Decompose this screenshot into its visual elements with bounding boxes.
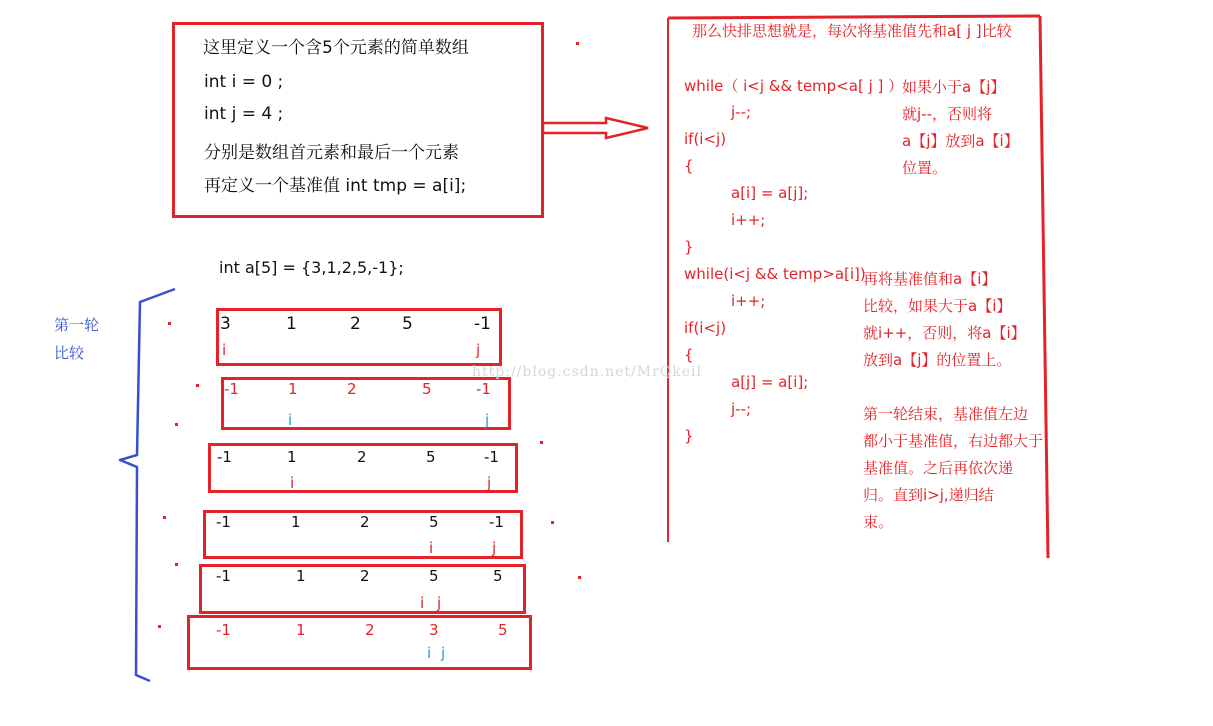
array-value: 2 — [357, 448, 367, 466]
array-value: 1 — [286, 314, 297, 334]
array-value: 1 — [287, 448, 297, 466]
intro-line-5: 再定义一个基准值 int tmp = a[i]; — [204, 176, 467, 196]
right-arrow-icon — [540, 115, 655, 145]
round-label-line-2: 比较 — [54, 344, 85, 362]
intro-line-2: int i = 0 ; — [204, 72, 284, 92]
stray-dot — [540, 441, 543, 444]
stray-dot — [551, 521, 554, 524]
array-value: -1 — [217, 448, 232, 466]
note-compare-i: 再将基准值和a【i】 比较，如果大于a【i】 就i++，否则，将a【i】 放到a【j】的位置上。 — [863, 270, 1026, 369]
array-value: -1 — [476, 380, 491, 398]
array-value: 2 — [360, 513, 370, 531]
code-line-14: } — [684, 427, 694, 445]
code-line-6: i++; — [731, 211, 766, 229]
stray-dot — [163, 516, 166, 519]
code-line-11: { — [684, 346, 694, 364]
array-row-box — [221, 377, 511, 430]
stray-dot — [175, 563, 178, 566]
array-value: -1 — [489, 513, 504, 531]
array-value: 5 — [426, 448, 436, 466]
curly-brace-icon — [110, 285, 180, 685]
pointer-j: j — [437, 594, 442, 612]
stray-dot — [175, 423, 178, 426]
pointer-j: j — [441, 644, 446, 662]
round-label-line-1: 第一轮 — [54, 316, 100, 334]
code-line-10: if(i<j) — [684, 319, 727, 337]
code-line-4: { — [684, 157, 694, 175]
array-declaration: int a[5] = {3,1,2,5,-1}; — [219, 258, 404, 277]
array-value: -1 — [224, 380, 239, 398]
code-line-5: a[i] = a[j]; — [731, 184, 809, 202]
array-value: 3 — [429, 621, 439, 639]
code-line-1: while（ i<j && temp<a[ j ] ） — [684, 77, 904, 95]
pointer-j: j — [487, 474, 492, 492]
array-value: 1 — [296, 567, 306, 585]
array-value: 2 — [350, 314, 361, 334]
array-value: -1 — [216, 513, 231, 531]
intro-line-1: 这里定义一个含5个元素的简单数组 — [203, 38, 469, 58]
pointer-j: j — [485, 411, 490, 429]
code-line-8: while(i<j && temp>a[i]) — [684, 265, 866, 283]
array-value: 2 — [360, 567, 370, 585]
watermark: http://blog.csdn.net/MrQkeil — [472, 364, 702, 380]
code-line-3: if(i<j) — [684, 130, 727, 148]
array-row-box — [187, 615, 532, 670]
intro-line-4: 分别是数组首元素和最后一个元素 — [204, 143, 459, 163]
code-line-9: i++; — [731, 292, 766, 310]
array-value: 1 — [288, 380, 298, 398]
array-value: 5 — [493, 567, 503, 585]
code-line-13: j--; — [731, 400, 752, 418]
array-value: 5 — [429, 567, 439, 585]
pointer-i: i — [288, 411, 293, 429]
array-value: 1 — [291, 513, 301, 531]
pointer-i: i — [420, 594, 425, 612]
array-value: 2 — [347, 380, 357, 398]
array-value: -1 — [216, 621, 231, 639]
right-header: 那么快排思想就是，每次将基准值先和a[ j ]比较 — [692, 22, 1012, 40]
note-round-end: 第一轮结束，基准值左边 都小于基准值，右边都大于 基准值。之后再依次递 归。直到i>j,递归结 束。 — [863, 405, 1044, 531]
code-line-12: a[j] = a[i]; — [731, 373, 809, 391]
array-value: 5 — [402, 314, 413, 334]
pointer-i: i — [429, 539, 434, 557]
pointer-i: i — [427, 644, 432, 662]
stray-dot — [196, 384, 199, 387]
pointer-i: i — [222, 341, 227, 359]
array-value: 5 — [429, 513, 439, 531]
stray-dot — [578, 576, 581, 579]
stray-dot — [576, 42, 579, 45]
array-value: 3 — [220, 314, 231, 334]
pointer-j: j — [492, 539, 497, 557]
array-value: 5 — [422, 380, 432, 398]
code-line-2: j--; — [731, 103, 752, 121]
array-value: 2 — [365, 621, 375, 639]
pointer-i: i — [290, 474, 295, 492]
pointer-j: j — [476, 341, 481, 359]
array-value: -1 — [484, 448, 499, 466]
stray-dot — [158, 625, 161, 628]
intro-line-3: int j = 4 ; — [204, 104, 284, 124]
code-line-7: } — [684, 238, 694, 256]
array-value: -1 — [216, 567, 231, 585]
array-value: 1 — [296, 621, 306, 639]
array-value: 5 — [498, 621, 508, 639]
note-compare-j: 如果小于a【j】 就j--，否则将 a【j】放到a【i】 位置。 — [902, 78, 1019, 177]
array-value: -1 — [474, 314, 491, 334]
stray-dot — [168, 322, 171, 325]
